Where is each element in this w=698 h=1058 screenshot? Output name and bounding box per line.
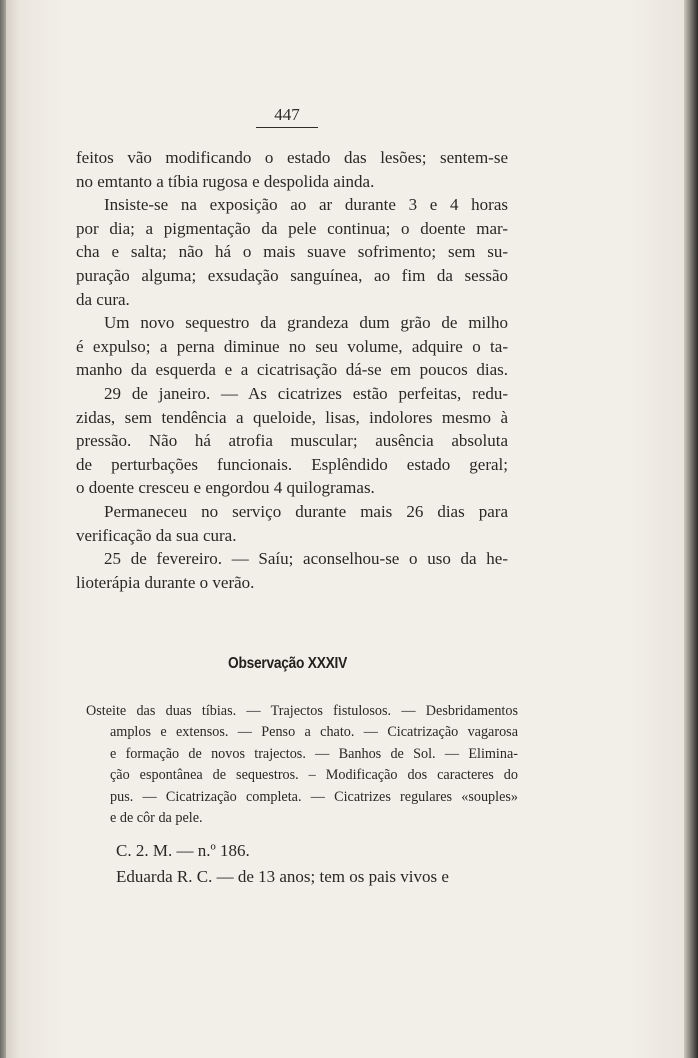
paragraph — [76, 547, 508, 594]
text-line: é expulso; a perna diminue no seu volume, adquire o ta- — [76, 336, 508, 356]
text-line: de perturbações funcionais. Esplêndido estado geral; — [76, 454, 508, 474]
paragraph — [76, 382, 508, 500]
text-line: manho da esquerda e a cicatrisação dá-se em poucos dias. — [76, 360, 508, 380]
case-record — [116, 838, 516, 890]
summary-line: Osteite das duas tíbias. — Trajectos fistulosos. — Desbridamentos — [86, 703, 518, 719]
text-line: Um novo sequestro da grandeza dum grão de milho — [104, 313, 508, 333]
text-line: 29 de janeiro. — As cicatrizes estão perfeitas, redu- — [104, 383, 508, 403]
paragraph — [76, 311, 508, 382]
paragraph — [76, 500, 508, 547]
paragraph — [76, 193, 508, 311]
page-number: 447 — [256, 105, 318, 128]
text-line: Insiste-se na exposição ao ar durante 3 e 4 horas — [104, 195, 508, 215]
text-line: 25 de fevereiro. — Saíu; aconselhou-se o uso da he- — [104, 549, 508, 569]
body-text — [76, 146, 508, 594]
text-line: lioterápia durante o verão. — [76, 572, 255, 592]
summary-line: amplos e extensos. — Penso a chato. — Cicatrização vagarosa — [110, 724, 518, 741]
text-line: verificação da sua cura. — [76, 525, 237, 545]
case-line: Eduarda R. C. — de 13 anos; tem os pais vivos e — [116, 867, 449, 886]
summary-line: ção espontânea de sequestros. – Modificação dos caracteres do — [110, 767, 518, 784]
text-line: feitos vão modificando o estado das lesões; sentem-se — [76, 148, 508, 167]
observation-summary — [86, 701, 518, 829]
text-line: cha e salta; não há o mais suave sofrimento; sem su- — [76, 242, 508, 262]
summary-line: pus. — Cicatrização completa. — Cicatrizes regulares «souples» — [110, 788, 518, 805]
text-line: no emtanto a tíbia rugosa e despolida ainda. — [76, 171, 375, 191]
text-line: pressão. Não há atrofia muscular; ausência absoluta — [76, 431, 508, 451]
summary-line: e formação de novos trajectos. — Banhos de Sol. — Elimina- — [110, 745, 518, 762]
section-heading: Observação XXXIV — [228, 655, 348, 672]
text-line: Permaneceu no serviço durante mais 26 dias para — [104, 501, 508, 521]
text-line: puração alguma; exsudação sanguínea, ao fim da sessão — [76, 265, 508, 285]
text-line: zidas, sem tendência a queloide, lisas, indolores mesmo à — [76, 407, 508, 427]
text-line: por dia; a pigmentação da pele continua; o doente mar- — [76, 218, 508, 238]
case-line: C. 2. M. — n.º 186. — [116, 841, 250, 860]
page-edge-shadow — [684, 0, 698, 1058]
paragraph — [76, 146, 508, 193]
text-line: da cura. — [76, 289, 130, 309]
text-line: o doente cresceu e engordou 4 quilogramas. — [76, 478, 375, 498]
summary-line: e de côr da pele. — [110, 810, 203, 827]
